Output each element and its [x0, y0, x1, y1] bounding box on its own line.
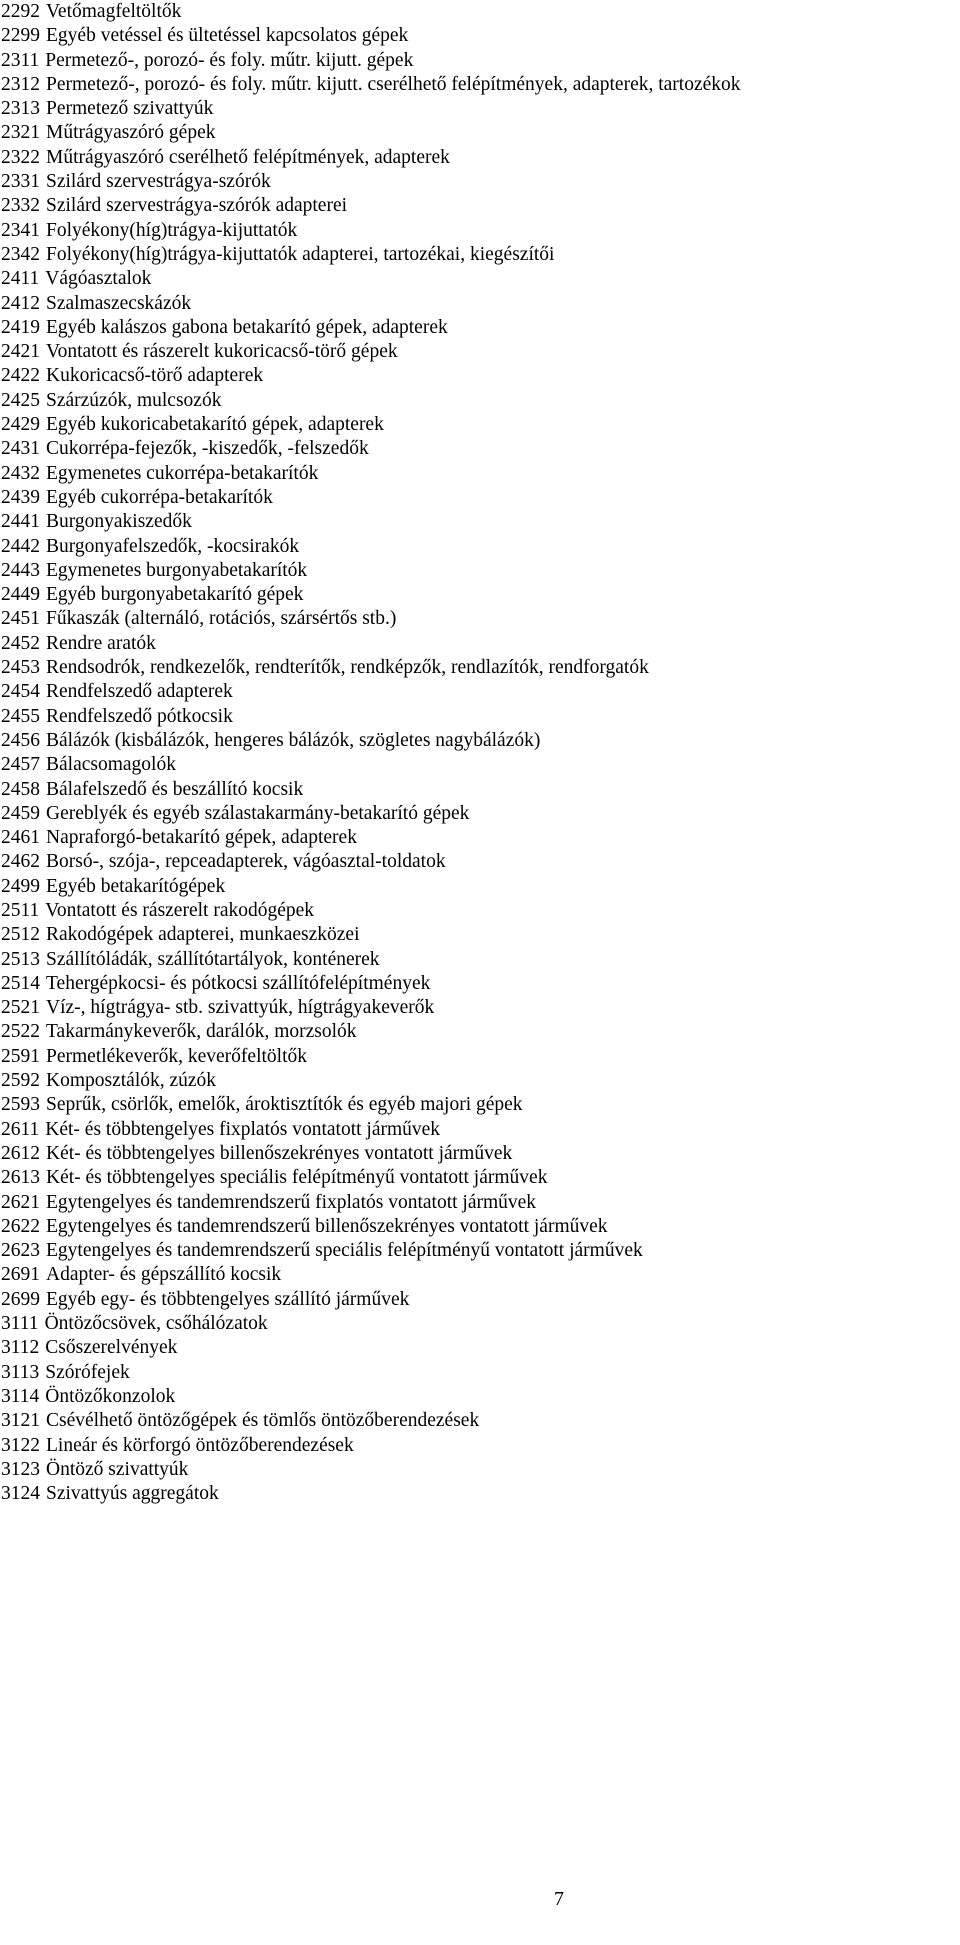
item-label: Rendfelszedő pótkocsik [46, 705, 233, 727]
item-code: 2432 [1, 462, 40, 484]
list-item [0, 632, 960, 656]
item-code: 2699 [1, 1288, 40, 1310]
list-item [0, 219, 960, 243]
item-label: Csőszerelvények [45, 1337, 178, 1359]
list-item [0, 923, 960, 947]
item-label: Szilárd szervestrágya-szórók [46, 171, 271, 193]
item-label: Vontatott és rászerelt kukoricacső-törő gépek [46, 341, 398, 363]
item-label: Két- és többtengelyes speciális felépítményű vontatott járművek [46, 1167, 548, 1189]
item-code: 2332 [1, 195, 40, 217]
item-label: Bálacsomagolók [46, 754, 176, 776]
list-item [0, 1142, 960, 1166]
item-code: 2621 [1, 1191, 40, 1213]
list-item [0, 243, 960, 267]
list-item [0, 194, 960, 218]
list-item [0, 1191, 960, 1215]
list-item [0, 316, 960, 340]
list-item [0, 1288, 960, 1312]
item-label: Egyéb cukorrépa-betakarítók [46, 486, 273, 508]
item-code: 2454 [1, 681, 40, 703]
item-code: 2521 [1, 997, 40, 1019]
list-item [0, 753, 960, 777]
list-item [0, 389, 960, 413]
item-label: Egyéb egy- és többtengelyes szállító járművek [46, 1288, 410, 1310]
item-label: Két- és többtengelyes fixplatós vontatott járművek [45, 1118, 441, 1140]
item-code: 2451 [1, 608, 40, 630]
item-code: 2342 [1, 243, 40, 265]
list-item [0, 1361, 960, 1385]
item-code: 2511 [1, 899, 40, 921]
item-code: 2522 [1, 1021, 40, 1043]
list-item [0, 826, 960, 850]
list-item [0, 1458, 960, 1482]
item-code: 2313 [1, 98, 40, 120]
item-label: Vetőmagfeltöltők [46, 1, 182, 22]
item-code: 2421 [1, 341, 40, 363]
list-item [0, 292, 960, 316]
list-item [0, 1166, 960, 1190]
list-item [0, 0, 960, 24]
list-item [0, 24, 960, 48]
item-code: 3112 [1, 1337, 40, 1359]
item-code: 2411 [1, 268, 40, 290]
item-label: Csévélhető öntözőgépek és tömlős öntözőberendezések [46, 1410, 480, 1432]
item-code: 2331 [1, 171, 40, 193]
item-code: 2611 [1, 1118, 40, 1140]
list-item [0, 340, 960, 364]
list-item [0, 1409, 960, 1433]
item-label: Adapter- és gépszállító kocsik [46, 1264, 282, 1286]
list-item [0, 583, 960, 607]
item-code: 3114 [1, 1385, 40, 1407]
list-item [0, 875, 960, 899]
list-item [0, 607, 960, 631]
item-code: 2499 [1, 875, 40, 897]
item-code: 2613 [1, 1167, 40, 1189]
page-number: 7 [554, 1888, 564, 1910]
item-label: Permetező-, porozó- és foly. műtr. kijutt. gépek [45, 49, 414, 71]
list-item [0, 535, 960, 559]
list-item [0, 729, 960, 753]
item-label: Napraforgó-betakarító gépek, adapterek [46, 827, 357, 849]
item-code: 3121 [1, 1410, 40, 1432]
item-label: Szárzúzók, mulcsozók [46, 389, 222, 411]
item-code: 2455 [1, 705, 40, 727]
list-item [0, 462, 960, 486]
item-label: Permetező szivattyúk [46, 98, 214, 120]
list-item [0, 97, 960, 121]
list-item [0, 680, 960, 704]
item-code: 2593 [1, 1094, 40, 1116]
item-label: Egyéb vetéssel és ültetéssel kapcsolatos gépek [46, 25, 409, 47]
item-code: 2312 [1, 73, 40, 95]
item-label: Víz-, hígtrágya- stb. szivattyúk, hígtrágyakeverők [46, 997, 435, 1019]
item-code: 2691 [1, 1264, 40, 1286]
item-label: Tehergépkocsi- és pótkocsi szállítófelépítmények [46, 972, 431, 994]
list-item [0, 705, 960, 729]
item-label: Két- és többtengelyes billenőszekrényes vontatott járművek [46, 1142, 513, 1164]
item-code: 3113 [1, 1361, 40, 1383]
item-label: Rendfelszedő adapterek [46, 681, 233, 703]
list-item [0, 1118, 960, 1142]
item-label: Burgonyafelszedők, -kocsirakók [46, 535, 300, 557]
item-label: Szalmaszecskázók [46, 292, 192, 314]
list-item [0, 1312, 960, 1336]
item-code: 3124 [1, 1483, 40, 1505]
item-label: Rendsodrók, rendkezelők, rendterítők, rendképzők, rendlazítók, rendforgatók [46, 657, 649, 679]
item-label: Cukorrépa-fejezők, -kiszedők, -felszedők [46, 438, 369, 460]
item-label: Kukoricacső-törő adapterek [46, 365, 264, 387]
list-item [0, 1020, 960, 1044]
list-item [0, 850, 960, 874]
list-item [0, 510, 960, 534]
item-code: 2419 [1, 316, 40, 338]
item-code: 2623 [1, 1240, 40, 1262]
list-item [0, 146, 960, 170]
item-code: 2592 [1, 1070, 40, 1092]
list-item [0, 413, 960, 437]
list-item [0, 1336, 960, 1360]
list-item [0, 364, 960, 388]
item-code: 3111 [1, 1313, 39, 1335]
item-label: Szivattyús aggregátok [46, 1483, 219, 1505]
item-label: Lineár és körforgó öntözőberendezések [46, 1434, 354, 1456]
item-label: Egyéb kukoricabetakarító gépek, adapterek [46, 414, 384, 436]
item-code: 2512 [1, 924, 40, 946]
item-code: 2461 [1, 827, 40, 849]
item-code: 2425 [1, 389, 40, 411]
item-code: 2441 [1, 511, 40, 533]
item-label: Szilárd szervestrágya-szórók adapterei [46, 195, 348, 217]
item-label: Műtrágyaszóró cserélhető felépítmények, adapterek [46, 146, 450, 168]
list-item [0, 267, 960, 291]
item-code: 2449 [1, 584, 40, 606]
item-code: 2422 [1, 365, 40, 387]
item-label: Permetező-, porozó- és foly. műtr. kijutt. cserélhető felépítmények, adapterek, tartozékok [46, 73, 741, 95]
item-label: Rendre aratók [46, 632, 156, 654]
item-code: 2514 [1, 972, 40, 994]
item-code: 2322 [1, 146, 40, 168]
item-label: Egytengelyes és tandemrendszerű billenőszekrényes vontatott járművek [46, 1215, 608, 1237]
item-label: Műtrágyaszóró gépek [46, 122, 216, 144]
item-code: 2341 [1, 219, 40, 241]
list-item [0, 656, 960, 680]
item-label: Egyéb burgonyabetakarító gépek [46, 584, 304, 606]
item-label: Rakodógépek adapterei, munkaeszközei [46, 924, 360, 946]
item-label: Szállítóládák, szállítótartályok, konténerek [46, 948, 380, 970]
list-item [0, 1215, 960, 1239]
item-code: 2439 [1, 486, 40, 508]
item-label: Bálafelszedő és beszállító kocsik [46, 778, 304, 800]
item-code: 2459 [1, 802, 40, 824]
list-item [0, 170, 960, 194]
list-item [0, 486, 960, 510]
item-label: Folyékony(híg)trágya-kijuttatók adapterei, tartozékai, kiegészítői [46, 243, 555, 265]
item-label: Szórófejek [45, 1361, 130, 1383]
item-code: 2457 [1, 754, 40, 776]
item-code: 2622 [1, 1215, 40, 1237]
item-label: Öntözőcsövek, csőhálózatok [44, 1313, 268, 1335]
item-code: 2612 [1, 1142, 40, 1164]
item-code: 2431 [1, 438, 40, 460]
list-item [0, 778, 960, 802]
item-label: Komposztálók, zúzók [46, 1070, 217, 1092]
item-label: Seprűk, csörlők, emelők, ároktisztítók és egyéb majori gépek [46, 1094, 523, 1116]
item-code: 2311 [1, 49, 40, 71]
item-label: Egytengelyes és tandemrendszerű fixplatós vontatott járművek [46, 1191, 537, 1213]
item-label: Egyéb betakarítógépek [46, 875, 226, 897]
item-code: 2443 [1, 559, 40, 581]
list-item [0, 972, 960, 996]
item-label: Öntöző szivattyúk [46, 1458, 189, 1480]
item-label: Permetlékeverők, keverőfeltöltők [46, 1045, 307, 1067]
list-item [0, 1482, 960, 1506]
item-code: 2456 [1, 729, 40, 751]
item-code: 2458 [1, 778, 40, 800]
item-code: 2292 [1, 1, 40, 22]
item-label: Egyéb kalászos gabona betakarító gépek, adapterek [46, 316, 448, 338]
item-label: Vágóasztalok [45, 268, 152, 290]
item-code: 2442 [1, 535, 40, 557]
item-code: 2429 [1, 414, 40, 436]
list-item [0, 1069, 960, 1093]
list-item [0, 559, 960, 583]
item-code: 2462 [1, 851, 40, 873]
list-item [0, 73, 960, 97]
item-label: Fűkaszák (alternáló, rotációs, szársértős stb.) [46, 608, 397, 630]
item-label: Egymenetes cukorrépa-betakarítók [46, 462, 319, 484]
item-label: Takarmánykeverők, darálók, morzsolók [46, 1021, 357, 1043]
item-label: Borsó-, szója-, repceadapterek, vágóasztal-toldatok [46, 851, 446, 873]
list-item [0, 121, 960, 145]
list-item [0, 437, 960, 461]
list-item [0, 49, 960, 73]
item-label: Egytengelyes és tandemrendszerű speciális felépítményű vontatott járművek [46, 1240, 643, 1262]
list-item [0, 948, 960, 972]
item-code: 2412 [1, 292, 40, 314]
item-code: 2452 [1, 632, 40, 654]
item-code: 3122 [1, 1434, 40, 1456]
item-code: 2299 [1, 25, 40, 47]
list-item [0, 1045, 960, 1069]
list-item [0, 802, 960, 826]
item-code: 2453 [1, 657, 40, 679]
item-label: Öntözőkonzolok [45, 1385, 176, 1407]
list-item [0, 899, 960, 923]
item-code: 2591 [1, 1045, 40, 1067]
list-item [0, 1434, 960, 1458]
item-label: Bálázók (kisbálázók, hengeres bálázók, szögletes nagybálázók) [46, 729, 541, 751]
item-code: 3123 [1, 1458, 40, 1480]
item-label: Gereblyék és egyéb szálastakarmány-betakarító gépek [46, 802, 470, 824]
item-label: Folyékony(híg)trágya-kijuttatók [46, 219, 298, 241]
item-code: 2321 [1, 122, 40, 144]
list-item [0, 1239, 960, 1263]
item-label: Egymenetes burgonyabetakarítók [46, 559, 308, 581]
item-label: Vontatott és rászerelt rakodógépek [45, 899, 315, 921]
list-item [0, 1093, 960, 1117]
list-item [0, 996, 960, 1020]
item-label: Burgonyakiszedők [46, 511, 192, 533]
item-code: 2513 [1, 948, 40, 970]
list-item [0, 1263, 960, 1287]
list-item [0, 1385, 960, 1409]
